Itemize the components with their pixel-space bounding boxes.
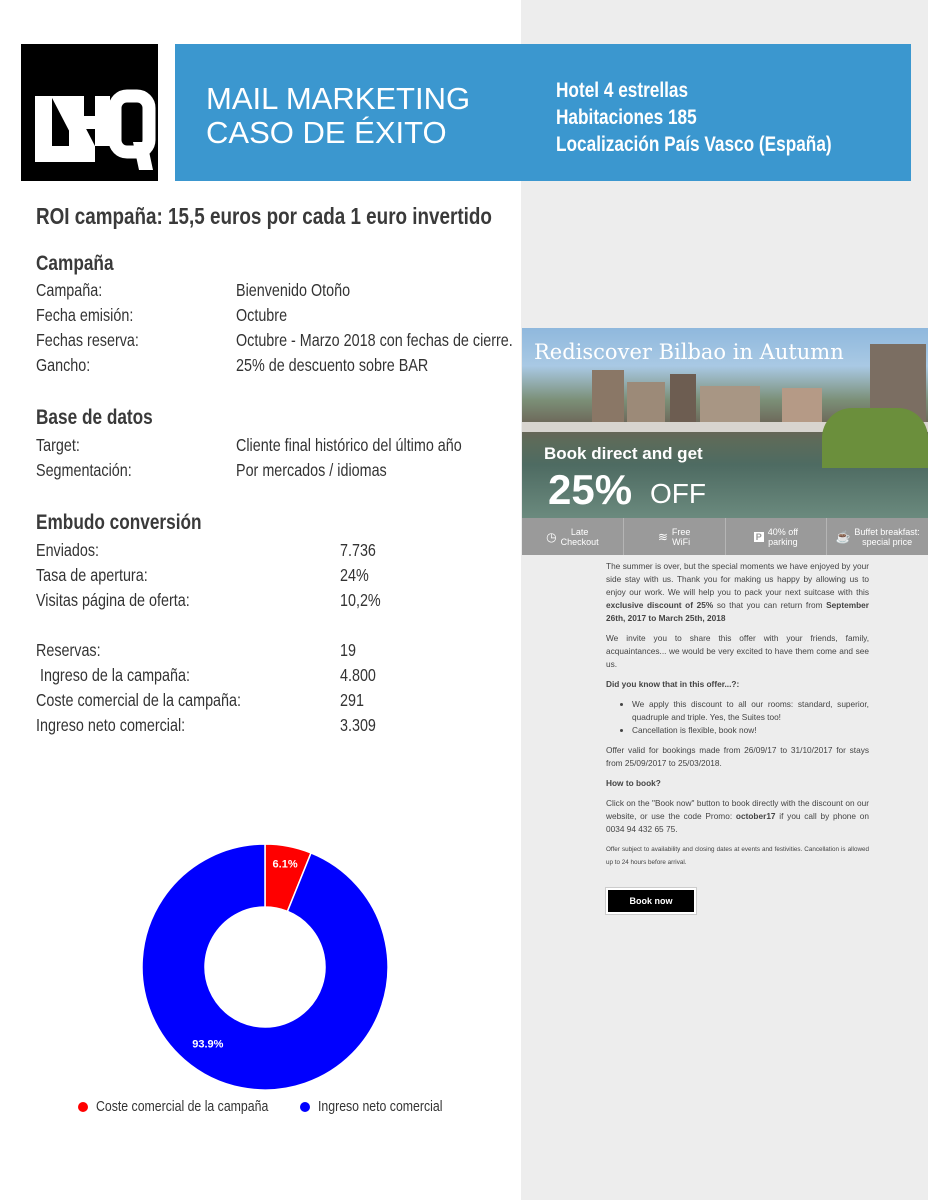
database-title: Base de datos xyxy=(36,406,153,429)
donut-chart-svg xyxy=(100,830,430,1100)
donut-slice-1 xyxy=(142,844,388,1090)
campaign-title: Campaña xyxy=(36,252,114,275)
header-bar xyxy=(175,44,911,181)
lhq-logo-icon xyxy=(21,44,158,181)
email-hero-image xyxy=(522,328,928,518)
parking-icon: P xyxy=(755,531,762,542)
breakfast-icon: ☕ xyxy=(835,529,851,544)
hero-off: OFF xyxy=(650,478,706,509)
title-line-2: CASO DE ÉXITO xyxy=(206,115,447,150)
donut-label-0: 6.1% xyxy=(272,858,298,871)
funnel-title: Embudo conversión xyxy=(36,511,202,534)
feature-parking: P 40% off parking xyxy=(726,518,828,555)
book-now-button[interactable]: Book now xyxy=(606,888,696,914)
email-features-bar xyxy=(522,518,928,555)
email-paragraph: We invite you to share this offer with your friends, family, acquaintances... we would be very excited to have them come and see us. xyxy=(606,633,869,669)
legend-dot xyxy=(78,1102,88,1112)
email-body xyxy=(606,560,869,876)
hotel-stars: Hotel 4 estrellas xyxy=(556,79,689,102)
hotel-rooms: Habitaciones 185 xyxy=(556,106,697,129)
hotel-info xyxy=(556,77,892,158)
email-offer-list xyxy=(632,698,869,737)
legend-item-ingreso: Ingreso neto comercial xyxy=(300,1097,470,1117)
wifi-icon: ≋ xyxy=(657,529,668,544)
list-item: • Cancellation is flexible, book now! xyxy=(632,724,869,737)
title-line-1: MAIL MARKETING xyxy=(206,81,471,116)
feature-breakfast: ☕ Buffet breakfast: special price xyxy=(835,526,920,547)
legend-item-coste: Coste comercial de la campaña xyxy=(78,1097,306,1117)
email-subheading: Did you know that in this offer...?: xyxy=(606,679,740,689)
hotel-location: Localización País Vasco (España) xyxy=(556,133,832,156)
hero-title: Rediscover Bilbao in Autumn xyxy=(534,340,844,364)
legend-dot xyxy=(300,1102,310,1112)
clock-icon: ◷ xyxy=(546,529,557,544)
lhq-logo xyxy=(21,44,158,181)
hero-book-direct: Book direct and get xyxy=(544,444,703,463)
email-disclaimer: Offer subject to availability and closing dates at events and festivities. Cancellation is allowed up to 24 hours before arrival. xyxy=(606,846,869,866)
hero-discount-percent: 25% xyxy=(548,466,633,513)
email-subheading: How to book? xyxy=(606,778,661,788)
roi-heading: ROI campaña: 15,5 euros por cada 1 euro invertido xyxy=(36,203,492,229)
donut-chart xyxy=(100,830,430,1100)
feature-free-wifi: ≋ Free WiFi xyxy=(624,518,726,555)
email-paragraph: Click on the "Book now" button to book directly with the discount on our website, or use the code Promo: october17 if you call by phone on 0034 94 432 65 75. xyxy=(606,798,870,834)
email-paragraph: The summer is over, but the special moments we have enjoyed by your side stay with us. Thank you for making us happy by allowing us to enjoy our work. We will help you to pack your next suitcase with this exclusive discount of 25% so that you can return from September 26th, 2017 to March 25th, 2018 xyxy=(606,561,869,623)
list-item: • We apply this discount to all our rooms: standard, superior, quadruple and triple. Yes, the Suites too! xyxy=(632,698,869,724)
email-paragraph: Offer valid for bookings made from 26/09/17 to 31/10/2017 for stays from 25/09/2017 to 25/03/2018. xyxy=(606,745,869,768)
header-title xyxy=(206,82,470,150)
donut-label-1: 93.9% xyxy=(192,1038,224,1051)
feature-late-checkout: ◷ Late Checkout xyxy=(522,518,624,555)
